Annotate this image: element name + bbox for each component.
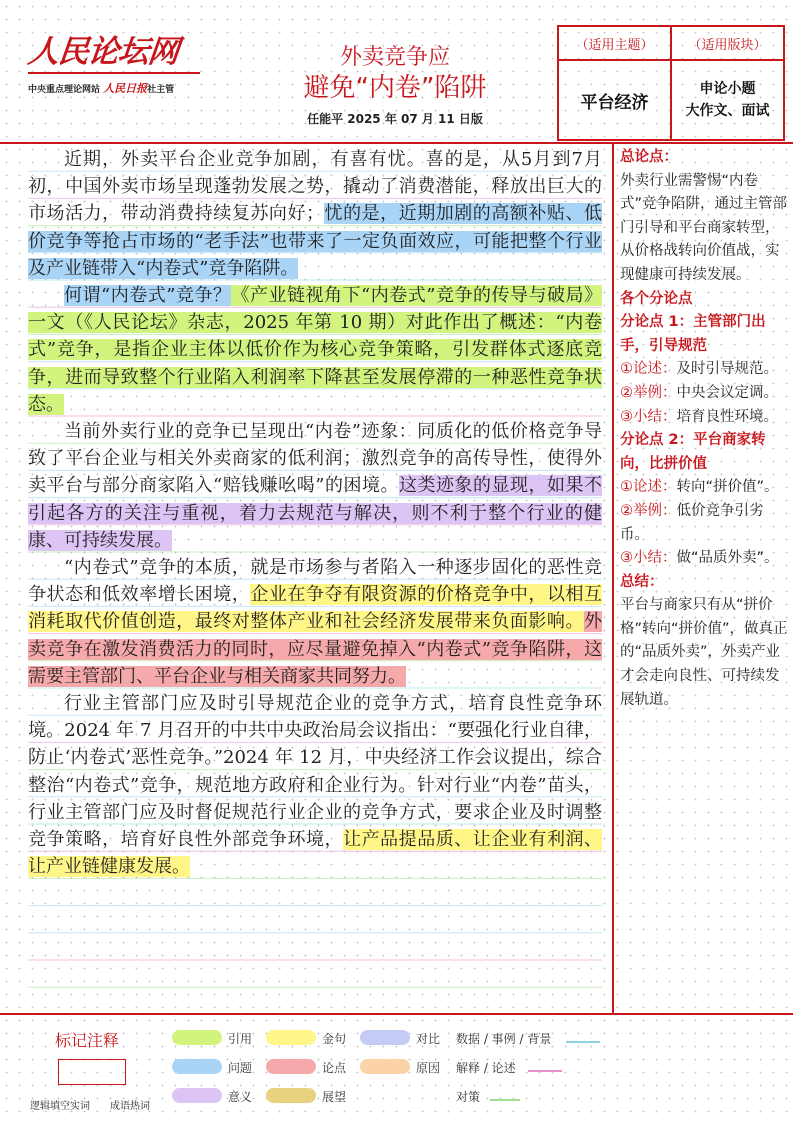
logo-sub-owner: 社主管	[147, 85, 175, 95]
legend-swatch-reason	[360, 1059, 410, 1074]
tag-box	[557, 25, 785, 141]
title-line-2: 避免“内卷”陷阱	[303, 73, 487, 103]
points-heading: 各个分论点	[620, 290, 693, 307]
point-2-item-label: ③小结：	[620, 550, 677, 567]
conclusion-heading: 总结：	[620, 573, 664, 590]
legend-caption-words: 逻辑填空实词	[30, 1101, 90, 1112]
article-body	[28, 146, 602, 880]
legend-divider	[0, 1013, 793, 1015]
p1-problem-highlight: 忧的是，近期加剧的高额补贴、低价竞争等抢占市场的“老手法”也带来了一定负面效应，可能把整个行业及产业链带入“内卷式”竞争陷阱。	[28, 203, 602, 279]
paragraph-3	[28, 418, 602, 554]
topic-head: （适用主题）	[559, 27, 670, 61]
legend-line-measures	[490, 1099, 520, 1101]
p4-argument-highlight: 外卖竞争在激发消费活力的同时，应尽量避免掉入“内卷式”竞争陷阱，这需要主管部门、平台企业与相关商家共同努力。	[28, 611, 602, 687]
section-column	[670, 27, 783, 139]
point-2-item-label: ①论述：	[620, 479, 677, 496]
logo-rule	[28, 72, 200, 74]
paragraph-1	[28, 146, 602, 282]
logo	[28, 34, 198, 96]
legend-label-contrast: 对比	[416, 1032, 441, 1046]
legend-label-data: 数据 / 事例 / 背景	[456, 1032, 552, 1046]
point-2-item	[620, 476, 788, 500]
conclusion-text: 平台与商家只有从“拼价格”转向“拼价值”，做真正的“品质外卖”，外卖产业才会走向良性、可持续发展轨道。	[620, 597, 788, 708]
point-2-item-text: 做“品质外卖”。	[676, 550, 779, 567]
logo-text: 人民论坛网	[26, 34, 180, 70]
p2-question: 何谓“内卷式”竞争？	[64, 285, 232, 307]
section-line-2: 大作文、面试	[685, 103, 770, 119]
point-1-item	[620, 406, 788, 430]
legend-label-citation: 引用	[228, 1032, 253, 1046]
legend-swatch-outlook	[266, 1088, 316, 1103]
point-2-item	[620, 500, 788, 547]
legend-caption-idioms: 成语热词	[110, 1101, 150, 1112]
topic-column	[559, 27, 670, 139]
paragraph-2	[28, 282, 602, 418]
legend-label-explain: 解释 / 论述	[456, 1061, 516, 1075]
legend-label-argument: 论点	[322, 1061, 347, 1075]
p3-meaning-highlight: 这类迹象的显现，如果不引起各方的关注与重视，着力去规范与解决，则不利于整个行业的健康、可持续发展。	[28, 475, 602, 551]
legend-swatch-citation	[172, 1030, 222, 1045]
p3-evidence: 当前外卖行业的竞争已呈现出“内卷”迹象：同质化的低价格竞争导致了平台企业与相关外卖商家的低利润；激烈竞争的高传导性，使得外卖平台与部分商家陷入“赔钱赚吆喝”的困境。	[28, 421, 602, 497]
point-1-item	[620, 358, 788, 382]
legend-label-problem: 问题	[228, 1061, 253, 1075]
point-2-heading: 分论点 2：平台商家转向，比拼价值	[620, 432, 766, 472]
legend-swatch-meaning	[172, 1088, 222, 1103]
point-1-item-label: ②举例：	[620, 384, 677, 401]
p5-measures: 行业主管部门应及时引导规范企业的竞争方式，培育良性竞争环境。2024 年 7 月召开的中共中央政治局会议指出：“要强化行业自律，防止‘内卷式’恶性竞争。”2024 年 12 月，中央经济工作会议提出，综合整治“内卷式”竞争，规范地方政府和企业行为。针对行业“内卷”苗头，行业主管部门应及时督促规范行业企业的竞争方式，要求企业及时调整竞争策略，培育好良性外部竞争环境，	[28, 693, 602, 851]
point-1-item-text: 培育良性环境。	[676, 408, 778, 425]
p4-essence: “内卷式”竞争的本质，就是市场参与者陷入一种逐步固化的恶性竞争状态和低效率增长困境，	[28, 557, 602, 606]
legend-label-reason: 原因	[416, 1061, 441, 1075]
logo-sub-paper: 人民日报	[103, 82, 148, 95]
legend-line-explain	[528, 1070, 562, 1072]
point-2-item-text: 低价竞争引劣币。	[620, 502, 764, 543]
point-1-item-label: ①论述：	[620, 361, 677, 378]
legend-blank-box	[58, 1059, 126, 1085]
legend-label-measures: 对策	[456, 1090, 481, 1104]
point-1-item-text: 中央会议定调。	[676, 384, 778, 401]
section-value	[672, 61, 783, 139]
sidebar-divider	[612, 142, 614, 1014]
legend-line-data	[566, 1041, 600, 1043]
summary-text: 外卖行业需警惕“内卷式”竞争陷阱，通过主管部门引导和平台商家转型，从价格战转向价值战，实现健康可持续发展。	[620, 172, 788, 283]
header-divider	[0, 142, 793, 144]
paragraph-5	[28, 690, 602, 880]
p2-citation-highlight: 《产业链视角下“内卷式”竞争的传导与破局》一文（《人民论坛》杂志，2025 年第 10 期）对此作出了概述：“内卷式”竞争，是指企业主体以低价作为核心竞争策略，引发群体式逐底竞争，进而导致整个行业陷入利润率下降甚至发展停滞的一种恶性竞争状态。	[28, 285, 602, 415]
legend-swatch-contrast	[360, 1030, 410, 1045]
logo-sub-site: 中央重点理论网站	[28, 85, 101, 95]
point-1-item-label: ③小结：	[620, 408, 677, 425]
point-1-item	[620, 382, 788, 406]
summary-heading: 总论点：	[620, 149, 678, 165]
section-line-1: 申论小题	[699, 81, 756, 97]
point-2-item-text: 转向“拼价值”。	[676, 479, 779, 496]
legend-swatch-problem	[172, 1059, 222, 1074]
legend-label-outlook: 展望	[322, 1090, 347, 1104]
p4-quote-highlight: 企业在争夺有限资源的价格竞争中，以相互消耗取代价值创造，最终对整体产业和社会经济发展带来负面影响。	[28, 584, 603, 633]
p5-quote-highlight: 让产品提品质、让企业有利润、让产业链健康发展。	[28, 829, 603, 878]
topic-text: 平台经济	[580, 92, 649, 113]
p1-background: 近期，外卖平台企业竞争加剧，有喜有忧。喜的是，从5月到7月初，中国外卖市场呈现蓬勃发展之势，撬动了消费潜能，释放出巨大的市场活力，带动消费持续复苏向好；	[28, 149, 602, 225]
paragraph-4	[28, 554, 602, 690]
sidebar-outline	[620, 146, 788, 712]
legend-label-meaning: 意义	[228, 1090, 253, 1104]
point-1-item-text: 及时引导规范。	[676, 361, 778, 378]
legend-swatch-argument	[266, 1059, 316, 1074]
title-line-1: 外卖竞争应	[339, 45, 450, 70]
point-2-item-label: ②举例：	[620, 502, 677, 519]
byline: 任能平 2025 年 07 月 11 日版	[307, 112, 483, 126]
legend-title: 标记注释	[55, 1031, 120, 1050]
legend-label-quote: 金句	[322, 1032, 347, 1046]
section-head: （适用版块）	[672, 27, 783, 61]
legend-swatch-quote	[266, 1030, 316, 1045]
topic-value	[559, 61, 670, 139]
logo-subtitle	[28, 80, 198, 96]
point-2-item	[620, 547, 788, 571]
page-title	[260, 44, 530, 104]
point-1-heading: 分论点 1：主管部门出手，引导规范	[620, 314, 766, 354]
